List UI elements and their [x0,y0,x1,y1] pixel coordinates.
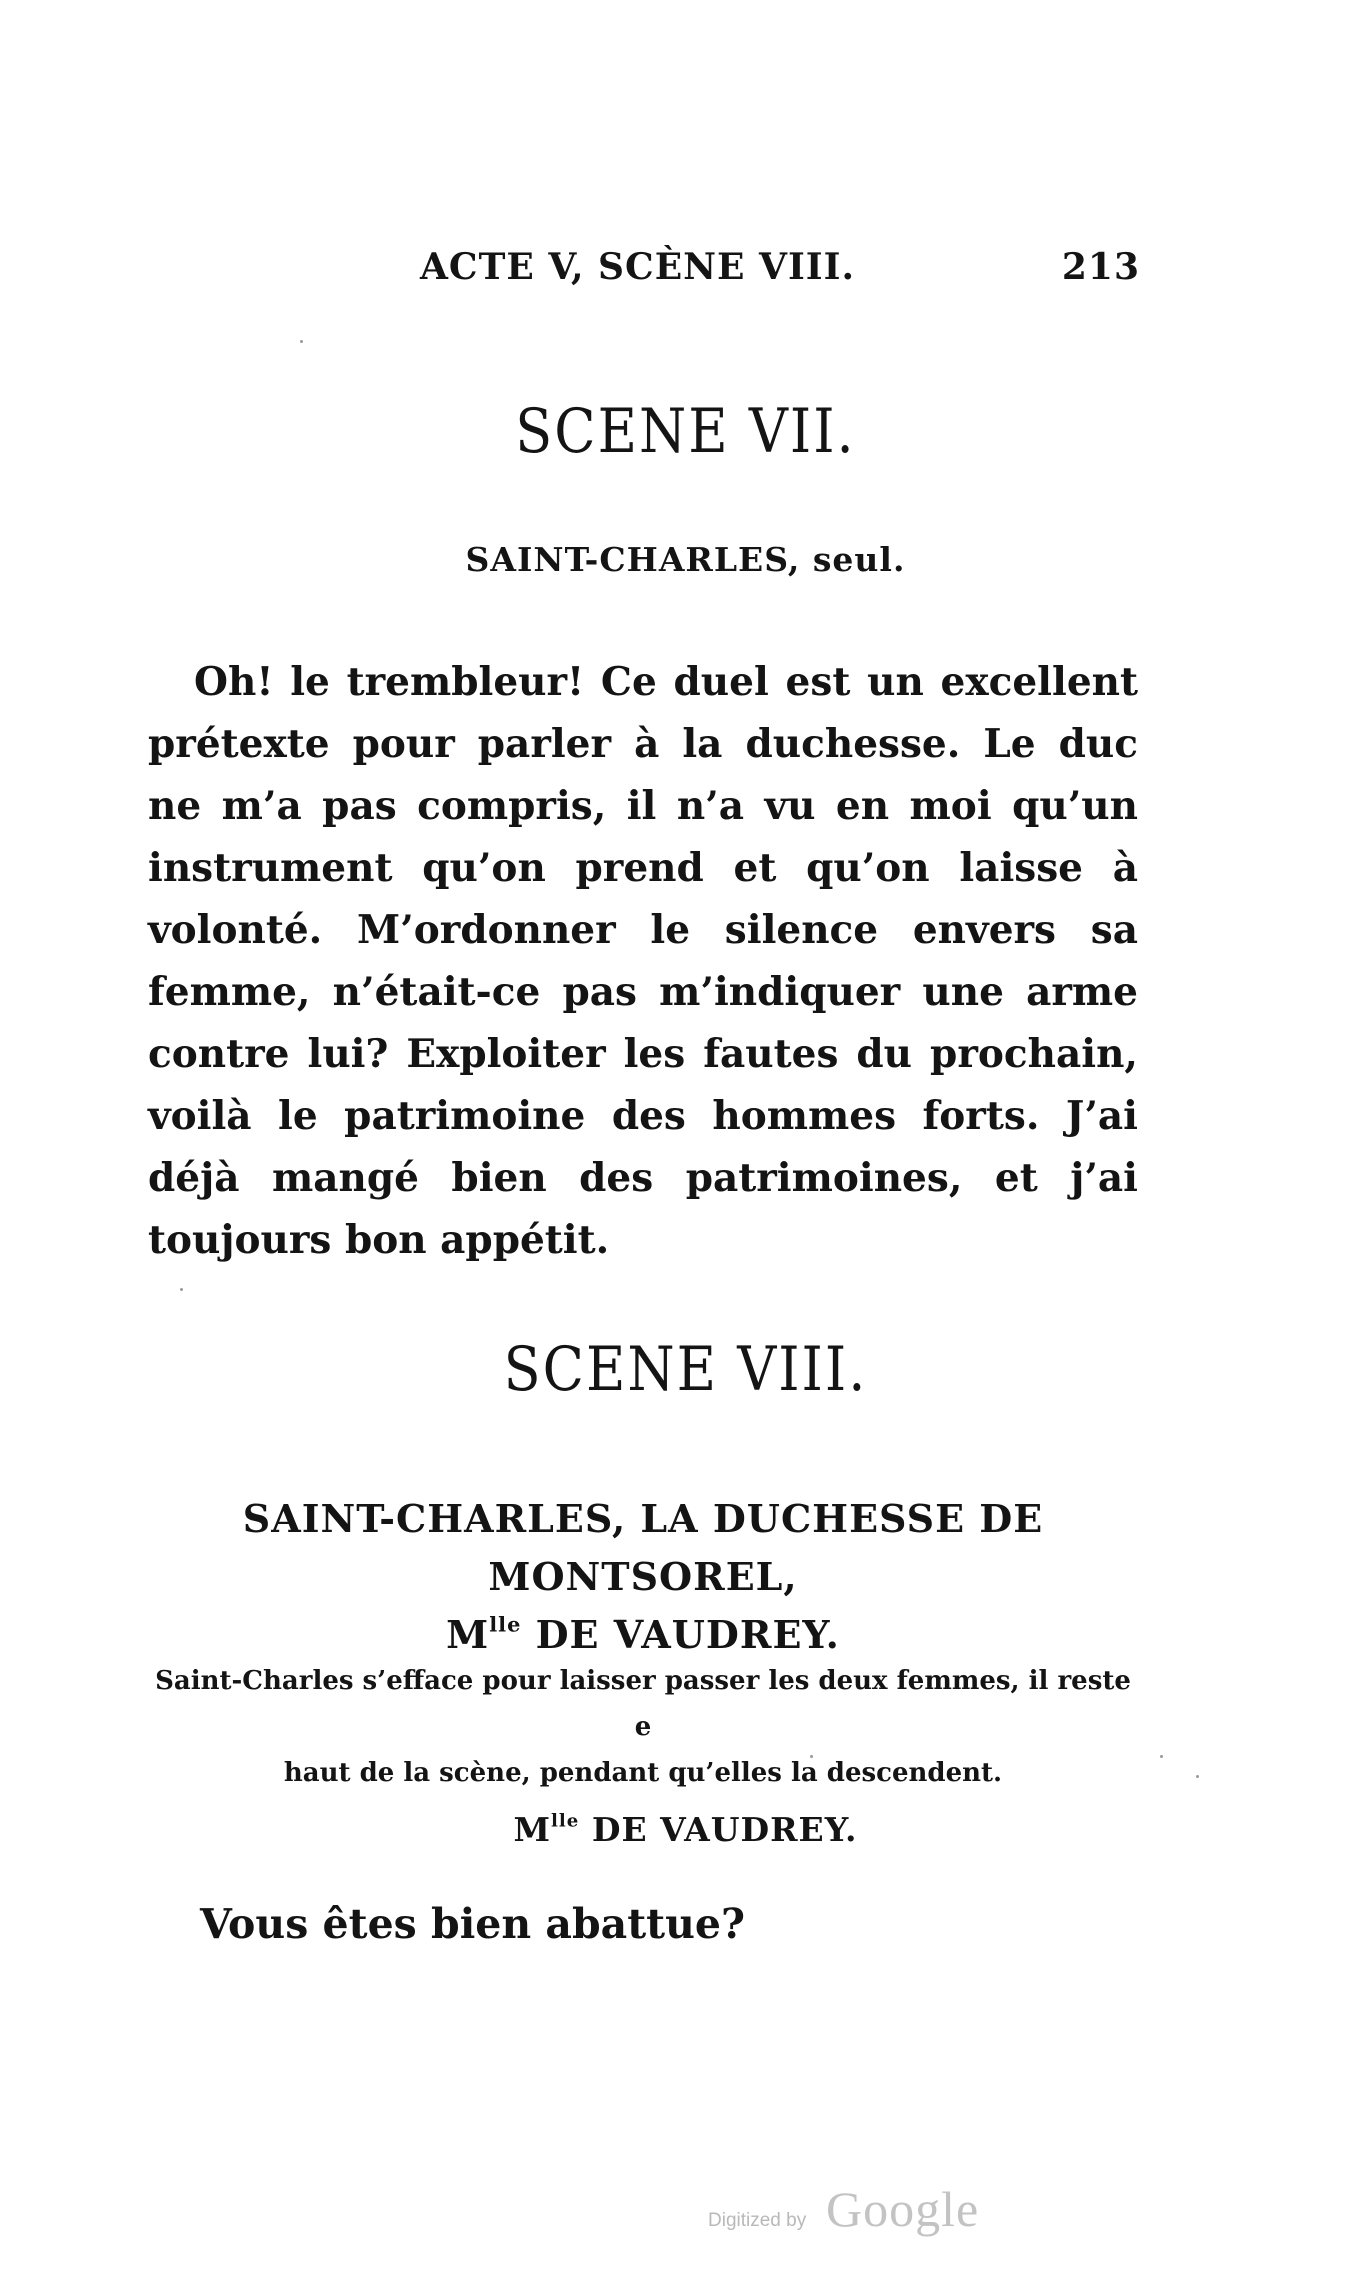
speaker-title-m: M [513,1810,552,1849]
scene-7-monologue: Oh! le trembleur! Ce duel est un excellent prétexte pour parler à la duchesse. Le duc ne m’a pas compris, il n’a vu en moi qu’un instrument qu’on prend et qu’on laisse à volonté. M’ordonner le silence envers sa femme, n’était-ce pas m’indiquer une arme contre lui? Exploiter les fautes du prochain, voilà le patrimoine des hommes forts. J’ai déjà mangé bien des patrimoines, et j’ai toujours bon appétit. [148,659,1138,1263]
paper-speck [1160,1755,1163,1758]
watermark-prefix: Digitized by [708,2210,807,2231]
speaker-title-sup: lle [551,1810,580,1832]
scene-7-speaker: SAINT-CHARLES, seul. [465,540,906,579]
scene-8-heading: SCENE VIII. [503,1334,868,1405]
cast-line-2 [148,1606,1138,1664]
scene-8-cast-list [148,1490,1138,1664]
scene-8-speaker [0,1810,1371,1849]
cast-line-1: SAINT-CHARLES, LA DUCHESSE DE MONTSOREL, [242,1496,1044,1599]
page-number: 213 [1061,246,1140,288]
cast-title-m: M [446,1612,490,1657]
stage-direction-line-2: haut de la scène, pendant qu’elles la descendent. [283,1758,1003,1788]
google-logo: Google [826,2181,980,2237]
speaker-name: DE VAUDREY. [579,1810,858,1849]
scene-8-dialogue-line: Vous êtes bien abattue? [200,1900,746,1948]
paper-speck [180,1288,183,1291]
stage-direction [148,1658,1138,1796]
stage-direction-line-1: Saint-Charles s’efface pour laisser passer les deux femmes, il reste e [155,1666,1131,1742]
paper-speck [810,1755,813,1758]
running-title: ACTE V, SCÈNE VIII. [420,246,856,288]
running-head [420,246,1140,294]
paper-speck [1196,1775,1199,1778]
cast-title-sup: lle [489,1611,522,1637]
scene-7-heading: SCENE VII. [515,396,856,467]
cast-name: DE VAUDREY. [521,1612,840,1657]
paper-speck [300,340,303,343]
